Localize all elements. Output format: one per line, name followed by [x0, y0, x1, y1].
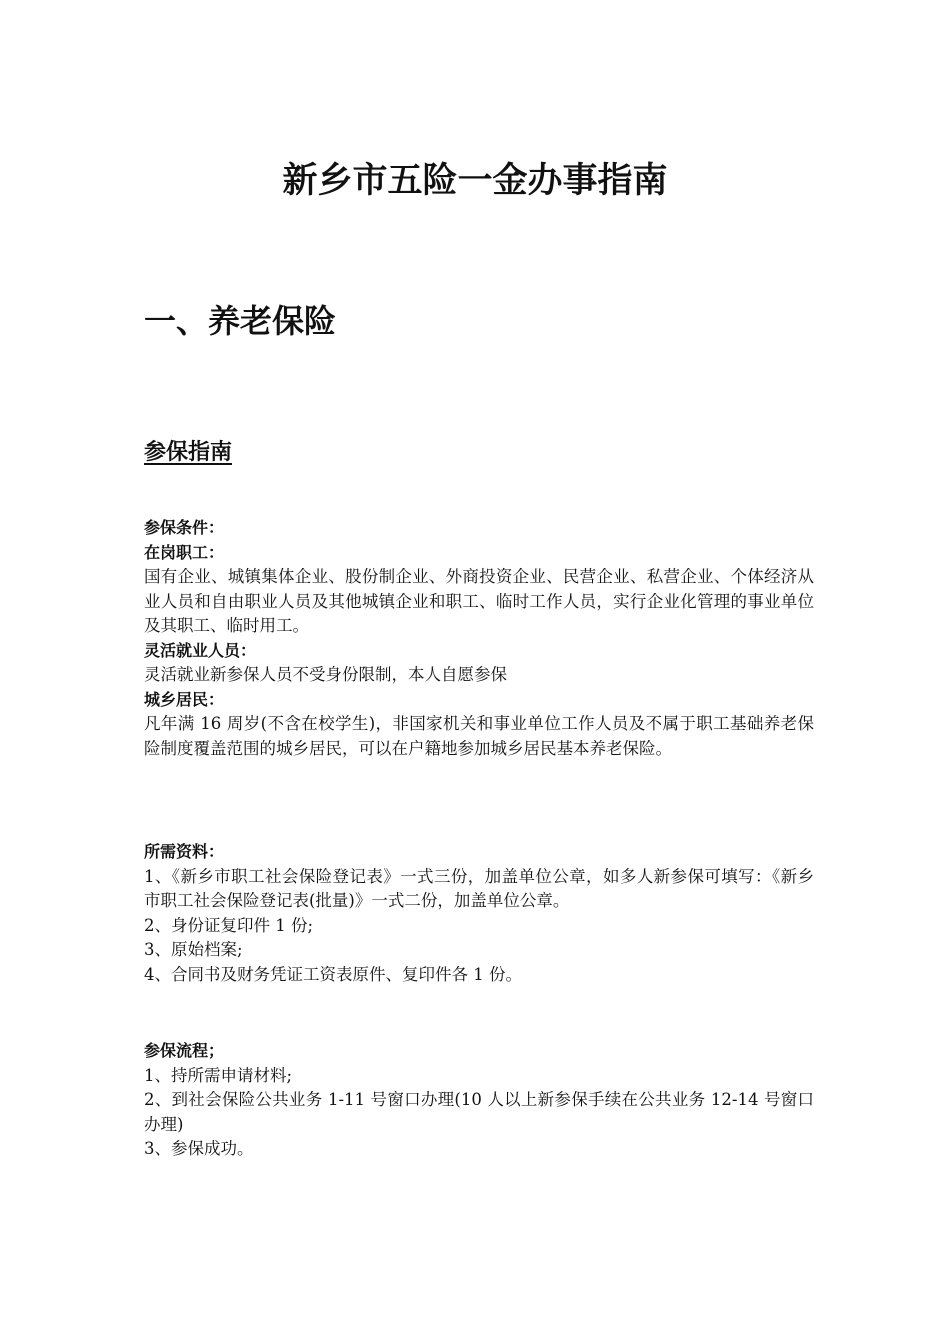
process-item: 2、到社会保险公共业务 1-11 号窗口办理(10 人以上新参保手续在公共业务 12-14 号窗口办理) [144, 1090, 814, 1134]
conditions-heading: 参保条件： [144, 518, 225, 537]
group-text-employees: 国有企业、城镇集体企业、股份制企业、外商投资企业、民营企业、私营企业、个体经济从业人员和自由职业人员及其他城镇企业和职工、临时工作人员，实行企业化管理的事业单位及其职工、临时用工。 [144, 567, 814, 635]
conditions-block [144, 516, 814, 761]
process-item: 3、参保成功。 [144, 1139, 254, 1158]
group-label-flexible: 灵活就业人员： [144, 640, 257, 660]
materials-item: 2、身份证复印件 1 份; [144, 915, 314, 935]
process-block [144, 1039, 814, 1162]
materials-heading: 所需资料： [144, 842, 225, 861]
materials-item: 4、合同书及财务凭证工资表原件、复印件各 1 份。 [144, 964, 522, 984]
process-heading: 参保流程； [144, 1041, 225, 1060]
chapter-heading: 一、养老保险 [144, 302, 337, 340]
materials-block [144, 840, 814, 987]
process-item: 1、持所需申请材料; [144, 1065, 293, 1085]
group-text-flexible: 灵活就业新参保人员不受身份限制，本人自愿参保 [144, 665, 507, 684]
group-text-residents: 凡年满 16 周岁(不含在校学生)，非国家机关和事业单位工作人员及不属于职工基础养老保险制度覆盖范围的城乡居民，可以在户籍地参加城乡居民基本养老保险。 [144, 714, 814, 758]
materials-item: 1、《新乡市职工社会保险登记表》一式三份，加盖单位公章，如多人新参保可填写：《新乡市职工社会保险登记表(批量)》一式二份，加盖单位公章。 [144, 866, 814, 910]
materials-item: 3、原始档案; [144, 940, 243, 959]
group-label-residents: 城乡居民： [144, 689, 225, 709]
section-heading: 参保指南 [144, 440, 233, 465]
document-title: 新乡市五险一金办事指南 [282, 161, 668, 201]
group-label-employees: 在岗职工： [144, 542, 225, 562]
